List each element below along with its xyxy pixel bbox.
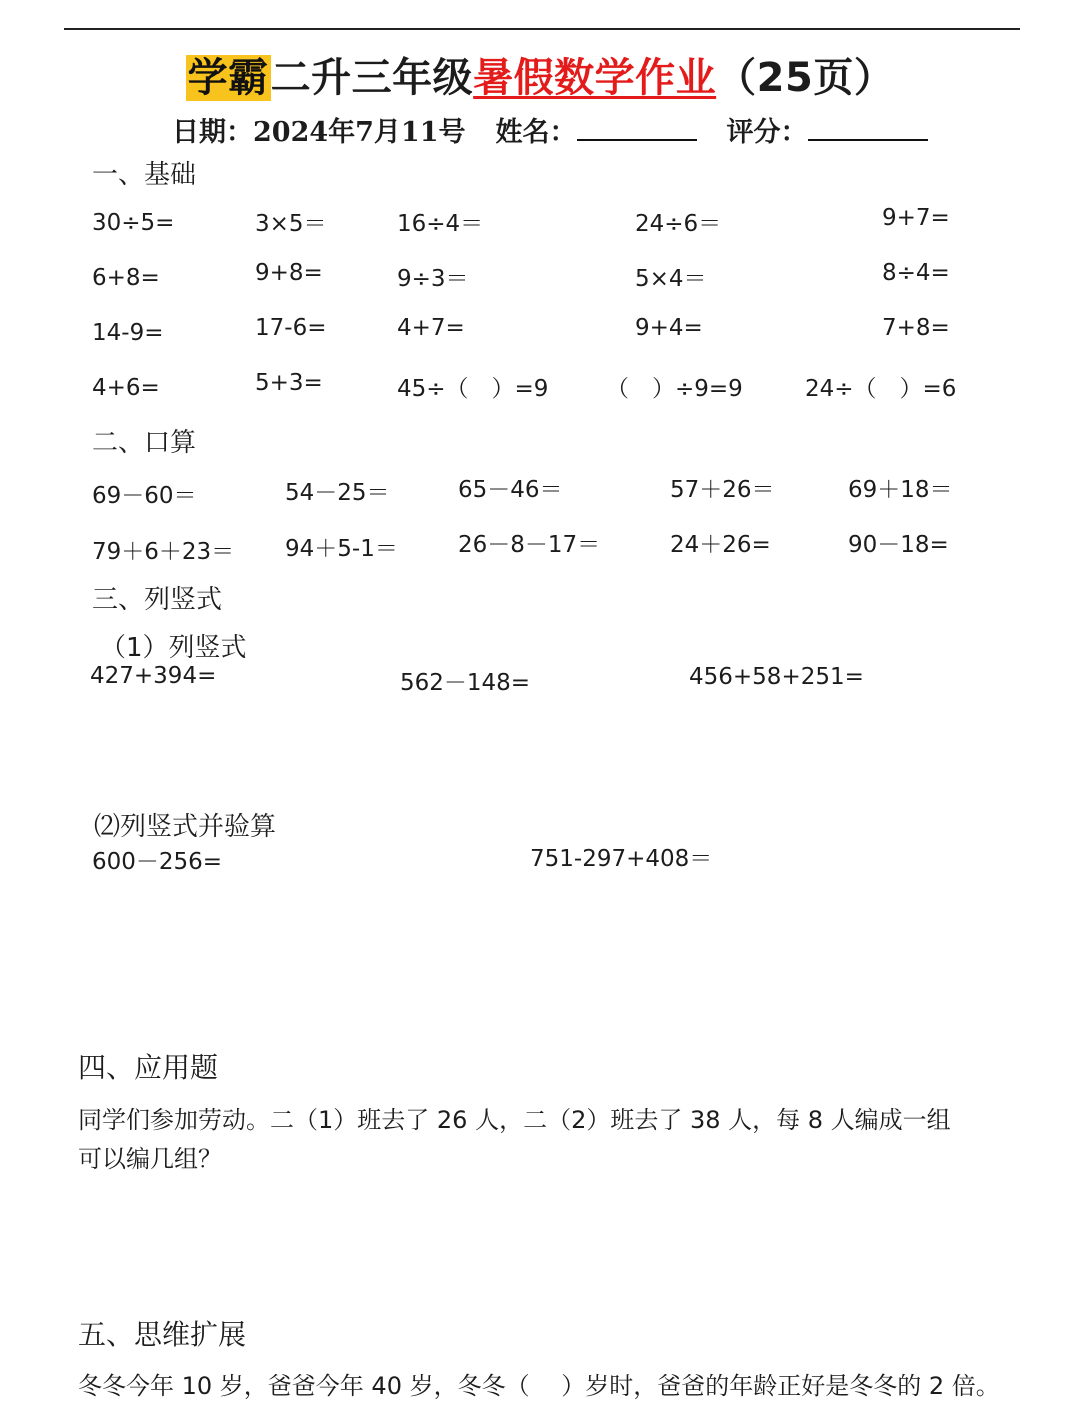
- basic-item: 7+8=: [882, 315, 950, 341]
- mental-item: 24＋26=: [670, 532, 771, 558]
- mental-item: 54－25＝: [285, 480, 390, 506]
- basic-item: 5×4＝: [635, 266, 707, 292]
- basic-item: 24÷6＝: [635, 211, 722, 237]
- section5-heading: 五、思维扩展: [78, 1318, 247, 1351]
- mental-item: 69－60＝: [92, 483, 197, 509]
- basic-item: 9÷3＝: [397, 266, 469, 292]
- score-label: 评分：: [726, 117, 808, 148]
- mental-item: 79＋6＋23＝: [92, 539, 235, 565]
- section2-heading: 二、口算: [92, 428, 197, 458]
- mental-item: 94＋5-1＝: [285, 536, 398, 562]
- top-rule: [64, 28, 1020, 30]
- title-homework: 暑假数学作业: [473, 55, 717, 101]
- vertical-item: 456+58+251=: [689, 664, 864, 690]
- sub2-label: ⑵列竖式并验算: [94, 812, 277, 842]
- basic-item: 5+3=: [255, 370, 323, 396]
- sub1-label: （1）列竖式: [100, 633, 247, 663]
- date-text: 日期：2024年7月11号: [172, 117, 466, 148]
- basic-item: 16÷4＝: [397, 211, 484, 237]
- basic-item: 24÷（ ）=6: [805, 376, 957, 402]
- section4-heading: 四、应用题: [78, 1051, 219, 1084]
- vertical-item: 427+394=: [90, 663, 217, 689]
- check-item: 751-297+408＝: [530, 846, 713, 872]
- basic-item: 17-6=: [255, 315, 327, 341]
- mental-item: 26－8－17＝: [458, 532, 601, 558]
- mental-item: 57＋26＝: [670, 477, 775, 503]
- section1-heading: 一、基础: [92, 160, 197, 190]
- basic-item: 45÷（ ）=9: [397, 376, 549, 402]
- basic-item: 4+7=: [397, 315, 465, 341]
- mental-item: 90－18=: [848, 532, 949, 558]
- basic-item: 14-9=: [92, 320, 164, 346]
- basic-item: 6+8=: [92, 265, 160, 291]
- word-problem-line: 同学们参加劳动。二（1）班去了 26 人，二（2）班去了 38 人，每 8 人编成一组: [78, 1106, 951, 1134]
- mental-item: 65－46＝: [458, 477, 563, 503]
- mental-item: 69＋18＝: [848, 477, 953, 503]
- basic-item: 9+8=: [255, 260, 323, 286]
- basic-item: 9+7=: [882, 205, 950, 231]
- page-title: [0, 46, 1080, 103]
- basic-item: 8÷4=: [882, 260, 950, 286]
- basic-item: 9+4=: [635, 315, 703, 341]
- basic-item: 3×5＝: [255, 211, 327, 237]
- name-label: 姓名：: [495, 117, 577, 148]
- name-blank[interactable]: [577, 117, 697, 141]
- title-pages: （25页）: [716, 55, 895, 101]
- word-problem-line: 可以编几组？: [78, 1145, 222, 1173]
- title-highlight: 学霸: [187, 55, 269, 101]
- basic-item: （ ）÷9=9: [606, 376, 743, 402]
- score-blank[interactable]: [808, 117, 928, 141]
- title-grade: 二升三年级: [270, 55, 474, 101]
- section3-heading: 三、列竖式: [92, 585, 223, 615]
- thinking-problem-line: 冬冬今年 10 岁，爸爸今年 40 岁，冬冬（ ）岁时，爸爸的年龄正好是冬冬的 2 倍。: [78, 1372, 1000, 1400]
- basic-item: 4+6=: [92, 375, 160, 401]
- vertical-item: 562－148=: [400, 670, 531, 696]
- check-item: 600－256=: [92, 849, 223, 875]
- info-line: [172, 110, 928, 149]
- basic-item: 30÷5=: [92, 210, 175, 236]
